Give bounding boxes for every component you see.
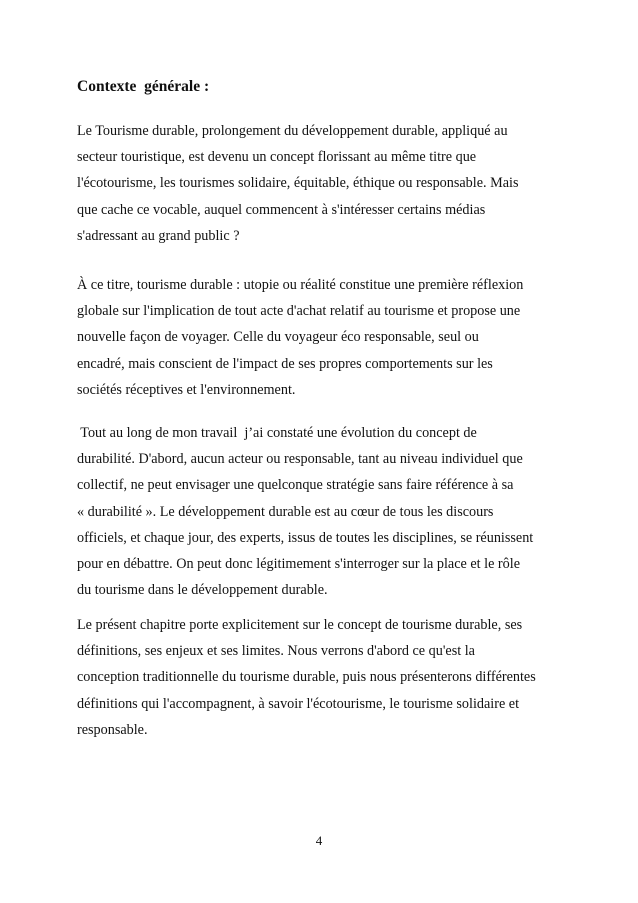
text-line: s'adressant au grand public ? <box>77 227 240 244</box>
text-line: conception traditionnelle du tourisme durable, puis nous présenterons différentes <box>77 669 536 686</box>
text-line: Le présent chapitre porte explicitement sur le concept de tourisme durable, ses <box>77 617 523 633</box>
text-line: À ce titre, tourisme durable : utopie ou réalité constitue une première réflexion <box>77 277 524 293</box>
paragraph-3 <box>77 420 533 603</box>
text-line: collectif, ne peut envisager une quelconque stratégie sans faire référence à sa <box>77 477 514 494</box>
text-line: globale sur l'implication de tout acte d'achat relatif au tourisme et propose une <box>77 303 521 320</box>
text-line: Tout au long de mon travail j’ai constaté une évolution du concept de <box>77 425 477 441</box>
text-line: Le Tourisme durable, prolongement du développement durable, appliqué au <box>77 123 508 139</box>
text-line: que cache ce vocable, auquel commencent à s'intéresser certains médias <box>77 201 486 218</box>
text-line: du tourisme dans le développement durable. <box>77 582 328 599</box>
text-line: l'écotourisme, les tourismes solidaire, équitable, éthique ou responsable. Mais <box>77 175 519 192</box>
page-number: 4 <box>315 833 323 848</box>
paragraph-4 <box>77 612 536 743</box>
text-line: encadré, mais conscient de l'impact de ses propres comportements sur les <box>77 355 493 372</box>
text-line: officiels, et chaque jour, des experts, issus de toutes les disciplines, se réunissent <box>77 529 534 546</box>
text-line: secteur touristique, est devenu un concept florissant au même titre que <box>77 149 477 166</box>
text-line: durabilité. D'abord, aucun acteur ou responsable, tant au niveau individuel que <box>77 451 523 468</box>
text-line: sociétés réceptives et l'environnement. <box>77 381 296 398</box>
text-line: responsable. <box>77 721 148 738</box>
text-line: « durabilité ». Le développement durable est au cœur de tous les discours <box>77 503 494 520</box>
section-heading: Contexte générale : <box>77 78 210 95</box>
paragraph-2 <box>77 272 523 403</box>
paragraph-1 <box>77 118 518 249</box>
text-line: définitions qui l'accompagnent, à savoir l'écotourisme, le tourisme solidaire et <box>77 695 520 712</box>
text-line: pour en débattre. On peut donc légitimement s'interroger sur la place et le rôle <box>77 555 520 572</box>
text-line: nouvelle façon de voyager. Celle du voyageur éco responsable, seul ou <box>77 329 479 346</box>
text-line: définitions, ses enjeux et ses limites. Nous verrons d'abord ce qu'est la <box>77 643 475 660</box>
